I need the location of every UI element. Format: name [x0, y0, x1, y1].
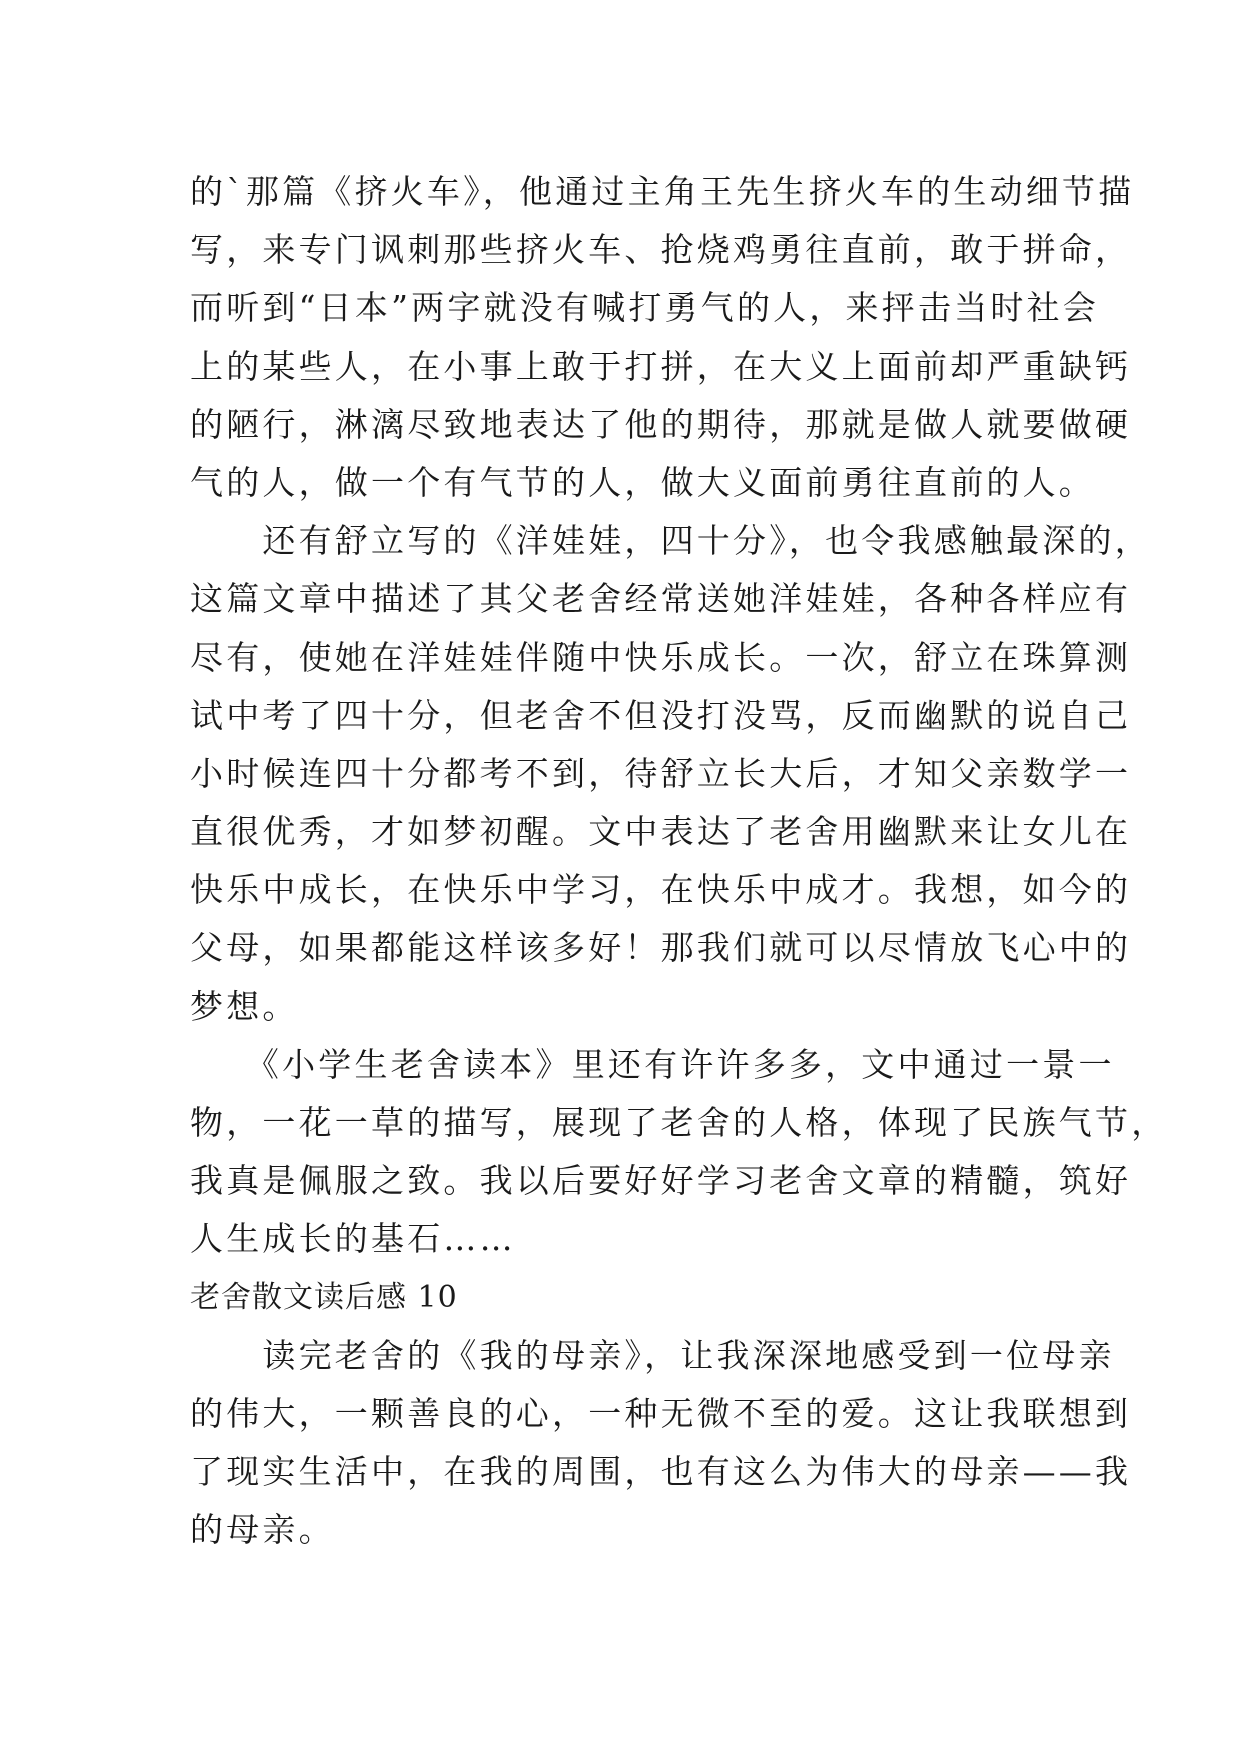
text-line: 的`那篇《挤火车》，他通过主角王先生挤火车的生动细节描 [190, 172, 1135, 211]
text-line: 梦想。 [190, 986, 299, 1026]
text-line: 的母亲。 [190, 1510, 335, 1550]
text-line: 这篇文章中描述了其父老舍经常送她洋娃娃，各种各样应有 [190, 579, 1132, 619]
text-line: 而听到“日本”两字就没有喊打勇气的人，来抨击当时社会 [190, 288, 1099, 328]
text-line: 读完老舍的《我的母亲》，让我深深地感受到一位母亲 [190, 1335, 1115, 1375]
paragraph-1 [190, 163, 1135, 512]
text-line: 上的某些人，在小事上敢于打拼，在大义上面前却严重缺钙 [190, 346, 1132, 386]
paragraph-4 [190, 1327, 1132, 1560]
text-line: 《小学生老舍读本》里还有许许多多，文中通过一景一 [190, 1044, 1115, 1084]
text-line: 气的人，做一个有气节的人，做大义面前勇往直前的人。 [190, 462, 1095, 502]
paragraph-2 [190, 512, 1151, 1036]
text-line: 写，来专门讽刺那些挤火车、抢烧鸡勇往直前，敢于拼命， [190, 230, 1132, 270]
text-line: 了现实生活中，在我的周围，也有这么为伟大的母亲——我 [190, 1451, 1132, 1491]
paragraph-3 [190, 1036, 1168, 1269]
text-line: 的伟大，一颗善良的心，一种无微不至的爱。这让我联想到 [190, 1393, 1132, 1433]
text-line: 还有舒立写的《洋娃娃，四十分》，也令我感触最深的， [190, 521, 1151, 561]
document-page [190, 163, 1168, 1559]
section-heading: 老舍散文读后感 10 [190, 1279, 458, 1315]
text-line: 物，一花一草的描写，展现了老舍的人格，体现了民族气节， [190, 1103, 1168, 1142]
text-line: 我真是佩服之致。我以后要好好学习老舍文章的精髓，筑好 [190, 1161, 1132, 1201]
text-line: 的陋行，淋漓尽致地表达了他的期待，那就是做人就要做硬 [190, 404, 1132, 444]
text-line: 小时候连四十分都考不到，待舒立长大后，才知父亲数学一 [190, 753, 1132, 793]
text-line: 人生成长的基石…… [190, 1219, 516, 1259]
text-line: 快乐中成长，在快乐中学习，在快乐中成才。我想，如今的 [190, 870, 1132, 910]
text-line: 试中考了四十分，但老舍不但没打没骂，反而幽默的说自己 [190, 695, 1132, 735]
text-line: 父母，如果都能这样该多好！那我们就可以尽情放飞心中的 [190, 928, 1132, 968]
text-line: 尽有，使她在洋娃娃伴随中快乐成长。一次，舒立在珠算测 [190, 637, 1132, 677]
text-line: 直很优秀，才如梦初醒。文中表达了老舍用幽默来让女儿在 [190, 812, 1132, 852]
